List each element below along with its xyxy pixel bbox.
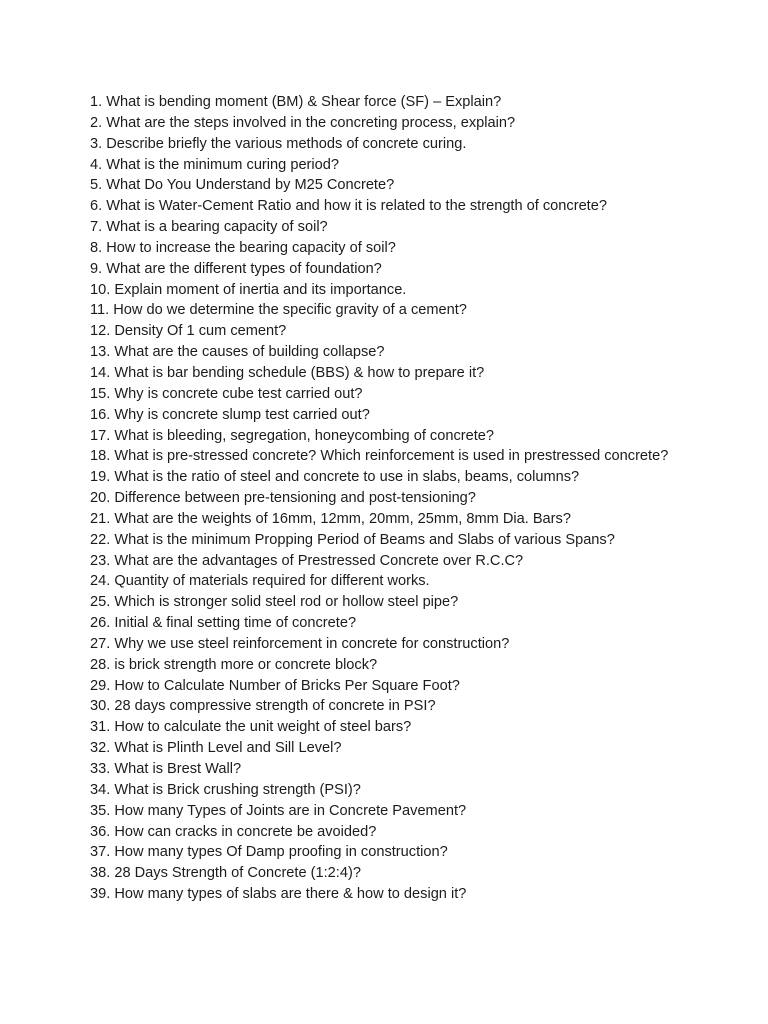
question-item: 1. What is bending moment (BM) & Shear force (SF) – Explain? <box>90 94 502 110</box>
question-item: 24. Quantity of materials required for different works. <box>90 573 430 590</box>
question-item: 7. What is a bearing capacity of soil? <box>90 219 328 236</box>
question-item: 13. What are the causes of building collapse? <box>90 344 385 361</box>
question-item: 19. What is the ratio of steel and concrete to use in slabs, beams, columns? <box>90 469 580 486</box>
question-item: 3. Describe briefly the various methods of concrete curing. <box>90 135 467 152</box>
question-item: 17. What is bleeding, segregation, honeycombing of concrete? <box>90 427 495 444</box>
question-item: 31. How to calculate the unit weight of steel bars? <box>90 719 412 736</box>
question-item: 28. is brick strength more or concrete block? <box>90 656 378 673</box>
question-item: 18. What is pre-stressed concrete? Which reinforcement is used in prestressed concrete? <box>90 448 669 465</box>
question-item: 33. What is Brest Wall? <box>90 761 242 777</box>
question-item: 35. How many Types of Joints are in Concrete Pavement? <box>90 802 467 819</box>
question-item: 29. How to Calculate Number of Bricks Per Square Foot? <box>90 677 460 694</box>
question-item: 36. How can cracks in concrete be avoided? <box>90 823 377 840</box>
question-item: 22. What is the minimum Propping Period of Beams and Slabs of various Spans? <box>90 531 615 548</box>
question-item: 10. Explain moment of inertia and its importance. <box>90 281 407 298</box>
question-item: 34. What is Brick crushing strength (PSI)? <box>90 781 361 798</box>
question-item: 5. What Do You Understand by M25 Concrete? <box>90 177 395 194</box>
question-item: 37. How many types Of Damp proofing in construction? <box>90 844 448 861</box>
question-item: 11. How do we determine the specific gravity of a cement? <box>90 302 467 319</box>
question-item: 26. Initial & final setting time of concrete? <box>90 615 357 632</box>
question-item: 39. How many types of slabs are there & how to design it? <box>90 886 467 903</box>
question-item: 14. What is bar bending schedule (BBS) & how to prepare it? <box>90 364 485 381</box>
question-item: 4. What is the minimum curing period? <box>90 156 340 173</box>
question-list <box>90 92 690 905</box>
question-item: 12. Density Of 1 cum cement? <box>90 323 287 340</box>
question-item: 27. Why we use steel reinforcement in concrete for construction? <box>90 635 510 652</box>
question-item: 38. 28 Days Strength of Concrete (1:2:4)? <box>90 865 361 882</box>
question-item: 16. Why is concrete slump test carried out? <box>90 406 370 423</box>
question-item: 2. What are the steps involved in the concreting process, explain? <box>90 114 516 131</box>
question-item: 15. Why is concrete cube test carried out? <box>90 385 363 402</box>
question-item: 30. 28 days compressive strength of concrete in PSI? <box>90 698 436 715</box>
question-item: 8. How to increase the bearing capacity of soil? <box>90 239 396 256</box>
question-item: 20. Difference between pre-tensioning and post-tensioning? <box>90 490 476 507</box>
question-item: 21. What are the weights of 16mm, 12mm, 20mm, 25mm, 8mm Dia. Bars? <box>90 510 571 527</box>
question-item: 6. What is Water-Cement Ratio and how it is related to the strength of concrete? <box>90 198 607 215</box>
question-item: 25. Which is stronger solid steel rod or hollow steel pipe? <box>90 594 459 611</box>
question-item: 23. What are the advantages of Prestressed Concrete over R.C.C? <box>90 552 524 569</box>
question-item: 9. What are the different types of foundation? <box>90 260 382 277</box>
question-item: 32. What is Plinth Level and Sill Level? <box>90 740 342 757</box>
